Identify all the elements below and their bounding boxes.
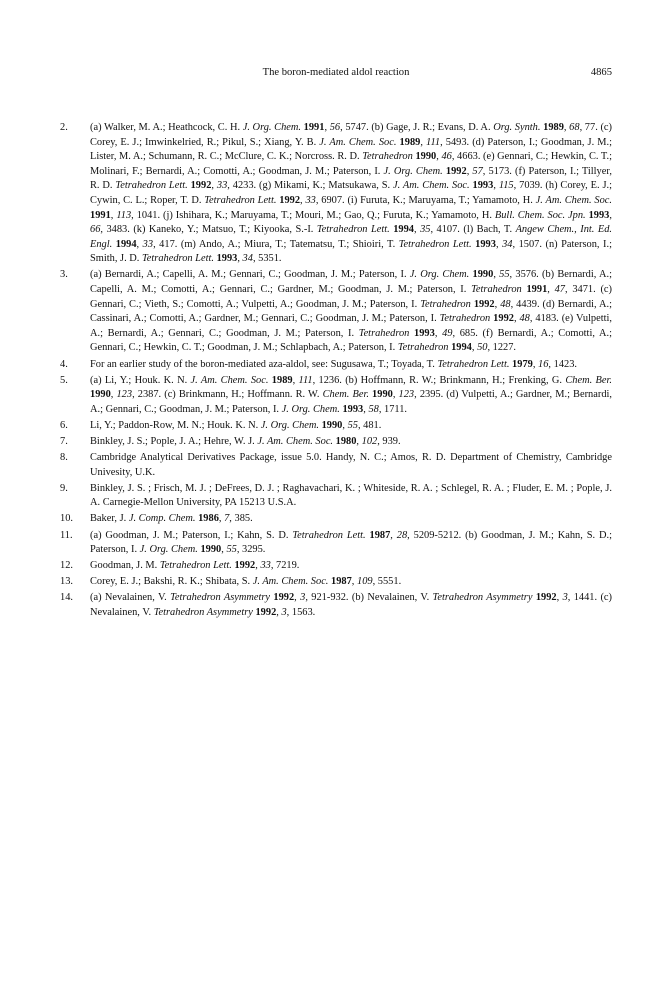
journal-or-volume: Tetrahedron bbox=[420, 298, 471, 310]
citation-text: , 2387. (c) Brinkmann, H.; Hoffmann. R. W. bbox=[132, 389, 323, 401]
reference-text bbox=[90, 122, 612, 264]
citation-text: , bbox=[532, 358, 539, 370]
journal-or-volume: 28 bbox=[396, 529, 408, 541]
citation-text: , 4439. (d) Bernardi, A.; Cassinari, A.; Comotti, A.; Gardner, M.; Gennari, C.; Goodman, J. M.; Paterson, I. bbox=[90, 298, 612, 325]
citation-text: , bbox=[420, 136, 427, 148]
citation-text: , 1441. (c) Nevalainen, V. bbox=[90, 592, 612, 618]
citation-text: , bbox=[363, 403, 369, 415]
journal-or-volume: 33 bbox=[216, 180, 228, 192]
reference-item bbox=[60, 268, 612, 356]
reference-item bbox=[60, 591, 612, 620]
citation-year: 1992 bbox=[493, 313, 514, 325]
reference-item bbox=[60, 575, 612, 590]
citation-text: , bbox=[294, 592, 301, 604]
reference-number: 6. bbox=[60, 419, 68, 431]
reference-item bbox=[60, 121, 612, 267]
journal-or-volume: Org. Synth. bbox=[493, 122, 541, 133]
journal-or-volume: Tetrahedron bbox=[362, 151, 413, 163]
journal-or-volume: 33 bbox=[305, 194, 316, 206]
citation-text: , bbox=[351, 576, 357, 588]
citation-year: 1993 bbox=[342, 403, 364, 415]
citation-text: , 5209-5212. (b) Goodman, J. M.; Kahn, S. D.; Paterson, I. bbox=[90, 529, 612, 556]
citation-year: 1987 bbox=[369, 529, 391, 541]
citation-text: , 3483. (k) Kaneko, Y.; Matsuo, T.; Kiyooka, S.-I. bbox=[100, 224, 317, 236]
citation-text: , 2395. (d) Vulpetti, A.; Gardner, M.; Bernardi, A.; Gennari, C.; Goodman, J. M.; Paterson, I. bbox=[90, 389, 612, 415]
journal-or-volume: Tetrahedron Lett. bbox=[159, 560, 232, 572]
citation-text: , bbox=[110, 209, 117, 221]
citation-text: , bbox=[221, 544, 227, 556]
citation-text: , 4183. (e) Vulpetti, A.; Bernardi, A.; Gennari, C.; Goodman, J. M.; Paterson, I. bbox=[90, 313, 612, 339]
journal-or-volume: 34 bbox=[502, 238, 513, 250]
reference-number: 13. bbox=[60, 576, 73, 588]
journal-or-volume: 46 bbox=[441, 151, 452, 163]
citation-text: , 4233. (g) Mikami, K.; Matsukawa, S. bbox=[227, 180, 394, 192]
journal-or-volume: Tetrahedron Lett. bbox=[204, 194, 277, 206]
citation-text: , 481. bbox=[357, 419, 382, 431]
reference-number: 10. bbox=[60, 513, 73, 525]
citation-text: Corey, E. J.; Bakshi, R. K.; Shibata, S. bbox=[90, 576, 253, 588]
citation-text: , 4107. (l) Bach, T. bbox=[430, 224, 516, 236]
citation-text: , 5493. (d) Paterson, I.; Goodman, J. M.; Lister, M. A.; Schumann, R. C.; McClure, C. K.; Norcross. R. D. bbox=[90, 136, 612, 163]
journal-or-volume: Tetrahedron Lett. bbox=[292, 529, 366, 541]
citation-text: Li, Y.; Paddon-Row, M. N.; Houk. K. N. bbox=[90, 419, 261, 431]
journal-or-volume: Tetrahedron bbox=[439, 313, 491, 325]
citation-text: Baker, J. bbox=[90, 513, 129, 525]
citation-text: , bbox=[471, 342, 478, 354]
citation-text: , 1041. (j) Ishihara, K.; Maruyama, T.; Mouri, M.; Gao, Q.; Furuta, K.; Yamamoto, H. bbox=[131, 209, 495, 221]
journal-or-volume: J. Am. Chem. Soc. bbox=[190, 374, 269, 386]
reference-text bbox=[90, 452, 612, 478]
journal-or-volume: 56 bbox=[329, 122, 341, 133]
citation-text: , 5747. (b) Gage, J. R.; Evans, D. A. bbox=[340, 122, 494, 133]
citation-text: , 7219. bbox=[270, 560, 300, 572]
journal-or-volume: J. Org. Chem. bbox=[281, 403, 340, 415]
journal-or-volume: Tetrahedron Asymmetry bbox=[170, 592, 271, 604]
journal-or-volume: J. Org. Chem. bbox=[260, 419, 319, 431]
citation-text: (a) Bernardi, A.; Capelli, A. M.; Gennari, C.; Goodman, J. M.; Paterson, I. bbox=[90, 269, 410, 281]
reference-item bbox=[60, 374, 612, 418]
journal-or-volume: Tetrahedron Lett. bbox=[115, 180, 188, 192]
citation-year: 1991 bbox=[90, 209, 111, 221]
journal-or-volume: Bull. Chem. Soc. Jpn. bbox=[494, 209, 586, 221]
citation-year: 1994 bbox=[451, 342, 472, 354]
citation-text: , bbox=[136, 238, 143, 250]
journal-or-volume: 33 bbox=[260, 560, 271, 572]
reference-text bbox=[90, 483, 612, 509]
reference-item bbox=[60, 435, 612, 450]
journal-or-volume: Tetrahedron Lett. bbox=[316, 224, 390, 236]
reference-number: 11. bbox=[60, 529, 73, 541]
journal-or-volume: 55 bbox=[226, 544, 237, 556]
journal-or-volume: 109 bbox=[357, 576, 373, 588]
citation-text: , 5351. bbox=[252, 253, 282, 265]
reference-text bbox=[90, 269, 612, 353]
reference-text bbox=[90, 436, 401, 447]
reference-number: 8. bbox=[60, 452, 68, 464]
reference-item bbox=[60, 512, 612, 527]
reference-text bbox=[90, 375, 612, 415]
citation-text: , 1423. bbox=[548, 358, 577, 370]
citation-year: 1992 bbox=[234, 560, 256, 572]
journal-or-volume: Chem. Ber. bbox=[565, 374, 612, 386]
citation-text: , 1227. bbox=[487, 342, 517, 354]
citation-text: , 3471. (c) Gennari, C.; Vieth, S.; Comotti, A.; Vulpetti, A.; Goodman, J. M.; Paterson, I. bbox=[90, 284, 612, 310]
journal-or-volume: Tetrahedron Lett. bbox=[398, 238, 472, 250]
citation-text: , 4663. (e) Gennari, C.; Hewkin, C. T.; Molinari, F.; Bernardi, A.; Comotti, A.; Goodman, J. M.; Paterson, I. bbox=[90, 151, 612, 177]
citation-year: 1992 bbox=[445, 165, 467, 177]
journal-or-volume: Tetrahedron bbox=[358, 327, 410, 339]
citation-text: , bbox=[495, 238, 503, 250]
citation-text: , 417. (m) Ando, A.; Miura, T.; Tatematsu, T.; Shioiri, T. bbox=[153, 238, 399, 250]
page-number: 4865 bbox=[590, 67, 612, 78]
citation-text: , bbox=[324, 122, 330, 133]
journal-or-volume: Tetrahedron Lett. bbox=[437, 358, 510, 370]
reference-number: 7. bbox=[60, 435, 68, 447]
citation-text: , bbox=[300, 194, 306, 206]
citation-text: , bbox=[493, 269, 500, 281]
journal-or-volume: J. Am. Chem. Soc. bbox=[257, 435, 334, 447]
citation-text: (a) Li, Y.; Houk. K. N. bbox=[90, 374, 191, 386]
reference-item bbox=[60, 529, 612, 558]
citation-text: , bbox=[513, 313, 520, 325]
citation-year: 1992 bbox=[190, 180, 212, 192]
citation-text: , bbox=[356, 435, 362, 447]
citation-year: 1993 bbox=[588, 209, 610, 221]
journal-or-volume: 111 bbox=[426, 136, 441, 148]
journal-or-volume: 123 bbox=[116, 389, 133, 401]
citation-year: 1990 bbox=[90, 389, 111, 401]
citation-text: , 685. (f) Bernardi, A.; Comotti, A.; Gennari, C.; Hewkin, C. T.; Goodman, J. M.; Schlapbach, A.; Paterson, I. bbox=[90, 327, 612, 354]
citation-text: Binkley, J. S.; Pople, J. A.; Hehre, W. J. bbox=[90, 435, 258, 447]
citation-text: , bbox=[494, 298, 501, 310]
citation-year: 1994 bbox=[115, 238, 137, 250]
citation-year: 1992 bbox=[279, 194, 301, 206]
citation-text: , bbox=[218, 513, 225, 525]
running-title: The boron-mediated aldol reaction bbox=[262, 67, 410, 78]
citation-year: 1980 bbox=[335, 435, 357, 447]
journal-or-volume: J. Org. Chem. bbox=[383, 165, 443, 177]
reference-number: 14. bbox=[60, 592, 73, 604]
citation-year: 1992 bbox=[473, 298, 495, 310]
citation-text: For an earlier study of the boron-mediated aza-aldol, see: Sugusawa, T.; Toyada, T. bbox=[90, 358, 438, 370]
citation-text: , 5551. bbox=[372, 576, 402, 588]
citation-year: 1991 bbox=[526, 284, 548, 296]
journal-or-volume: Tetrahedron Asymmetry bbox=[153, 607, 253, 618]
citation-text: , bbox=[237, 253, 243, 265]
citation-text: Binkley, J. S. ; Frisch, M. J. ; DeFrees, D. J. ; Raghavachari, K. ; Whiteside, R. A. ; Schlegel, R. A. ; Fluder, E. M. ; Pople, J. A. Carnegie-Mellon University, PA 15213 U.S.A. bbox=[90, 482, 612, 509]
journal-or-volume: J. Org. Chem. bbox=[139, 544, 198, 556]
reference-number: 3. bbox=[60, 269, 68, 281]
citation-year: 1979 bbox=[512, 358, 533, 370]
journal-or-volume: Tetrahedron bbox=[397, 342, 449, 354]
journal-or-volume: 33 bbox=[142, 238, 154, 250]
journal-or-volume: 66 bbox=[90, 224, 101, 236]
reference-text bbox=[90, 592, 612, 618]
journal-or-volume: J. Am. Chem. Soc. bbox=[535, 194, 613, 206]
reference-item bbox=[60, 451, 612, 480]
journal-or-volume: 58 bbox=[368, 403, 379, 415]
reference-number: 4. bbox=[60, 358, 68, 370]
journal-or-volume: 49 bbox=[442, 327, 453, 339]
reference-number: 2. bbox=[60, 122, 68, 133]
citation-text: , bbox=[493, 180, 499, 192]
journal-or-volume: Tetrahedron Asymmetry bbox=[432, 592, 533, 604]
reference-text bbox=[90, 576, 401, 587]
citation-year: 1993 bbox=[475, 238, 496, 250]
journal-or-volume: 68 bbox=[569, 122, 580, 133]
journal-or-volume: 48 bbox=[519, 313, 530, 325]
citation-text: , bbox=[211, 180, 217, 192]
citation-year: 1990 bbox=[200, 544, 222, 556]
reference-number: 9. bbox=[60, 482, 68, 494]
journal-or-volume: J. Org. Chem. bbox=[409, 269, 470, 281]
citation-year: 1990 bbox=[415, 151, 437, 163]
reference-list bbox=[60, 121, 612, 621]
citation-text: , 1236. (b) Hoffmann, R. W.; Brinkmann, H.; Frenking, G. bbox=[312, 374, 566, 386]
journal-or-volume: J. Am. Chem. Soc. bbox=[393, 180, 470, 192]
journal-or-volume: 55 bbox=[347, 419, 358, 431]
citation-year: 1989 bbox=[399, 136, 421, 148]
citation-text: , bbox=[292, 374, 299, 386]
journal-or-volume: J. Am. Chem. Soc. bbox=[252, 576, 329, 588]
citation-text: , bbox=[547, 284, 555, 296]
page-header bbox=[60, 66, 612, 80]
journal-or-volume: 102 bbox=[361, 435, 378, 447]
reference-text bbox=[90, 530, 612, 556]
citation-text: , 6907. (i) Furuta, K.; Maruyama, T.; Yamamoto, H. bbox=[315, 194, 536, 206]
citation-text: , 77. (c) Corey, E. J.; Imwinkelried, R.; Pikul, S.; Xiang, Y. B. bbox=[90, 122, 612, 148]
journal-or-volume: 47 bbox=[554, 284, 565, 296]
journal-or-volume: J. Org. Chem. bbox=[242, 122, 301, 133]
citation-text: (a) Walker, M. A.; Heathcock, C. H. bbox=[90, 122, 243, 133]
citation-year: 1986 bbox=[198, 513, 219, 525]
citation-year: 1990 bbox=[372, 389, 393, 401]
journal-or-volume: 35 bbox=[420, 224, 431, 236]
journal-or-volume: 115 bbox=[498, 180, 514, 192]
reference-item bbox=[60, 482, 612, 511]
journal-or-volume: J. Comp. Chem. bbox=[128, 513, 196, 525]
citation-text: (a) Goodman, J. M.; Paterson, I.; Kahn, S. D. bbox=[90, 529, 293, 541]
citation-text: , 1563. bbox=[286, 607, 316, 618]
citation-year: 1993 bbox=[216, 253, 238, 265]
reference-text bbox=[90, 513, 253, 524]
citation-text: , bbox=[276, 607, 282, 618]
citation-text: Goodman, J. M. bbox=[90, 560, 160, 572]
citation-text: , bbox=[342, 419, 348, 431]
reference-text bbox=[90, 359, 577, 370]
citation-text: , bbox=[563, 122, 570, 133]
citation-text: , 5173. (f) Paterson, I.; Tillyer, R. D. bbox=[90, 165, 612, 192]
reference-item bbox=[60, 358, 612, 373]
citation-text: , 3295. bbox=[236, 544, 266, 556]
journal-or-volume: 55 bbox=[499, 269, 510, 281]
journal-or-volume: 3 bbox=[562, 592, 568, 604]
journal-or-volume: Angew Chem., Int. Ed. Engl. bbox=[90, 224, 612, 250]
journal-or-volume: 111 bbox=[298, 374, 313, 386]
citation-year: 1994 bbox=[393, 224, 414, 236]
citation-text: , bbox=[255, 560, 261, 572]
citation-year: 1993 bbox=[414, 327, 435, 339]
journal-or-volume: 50 bbox=[477, 342, 488, 354]
citation-text: , bbox=[413, 224, 421, 236]
reference-number: 5. bbox=[60, 374, 68, 386]
citation-text: , bbox=[436, 151, 442, 163]
journal-or-volume: 48 bbox=[500, 298, 511, 310]
citation-text: , bbox=[392, 389, 399, 401]
reference-text bbox=[90, 420, 381, 431]
journal-or-volume: J. Am. Chem. Soc. bbox=[319, 136, 397, 148]
citation-text: , 385. bbox=[229, 513, 253, 525]
journal-or-volume: 113 bbox=[116, 209, 132, 221]
citation-text: , bbox=[609, 209, 612, 221]
reference-item bbox=[60, 419, 612, 434]
journal-or-volume: Tetrahedron Lett. bbox=[141, 253, 214, 265]
journal-or-volume: 57 bbox=[472, 165, 483, 177]
citation-text: , bbox=[110, 389, 117, 401]
citation-text: , 921-932. (b) Nevalainen, V. bbox=[305, 592, 433, 604]
citation-text: Cambridge Analytical Derivatives Package, issue 5.0. Handy, N. C.; Amos, R. D. Department of Chemistry, Cambridge Univesity, U.K. bbox=[90, 452, 612, 478]
citation-year: 1993 bbox=[472, 180, 494, 192]
citation-year: 1989 bbox=[543, 122, 564, 133]
journal-or-volume: 3 bbox=[281, 607, 287, 618]
citation-text: , bbox=[466, 165, 473, 177]
citation-year: 1990 bbox=[321, 419, 343, 431]
citation-year: 1991 bbox=[303, 122, 325, 133]
journal-or-volume: Tetrahedron bbox=[471, 284, 522, 296]
citation-year: 1992 bbox=[255, 607, 277, 618]
citation-year: 1989 bbox=[271, 374, 293, 386]
journal-or-volume: 34 bbox=[242, 253, 253, 265]
citation-year: 1987 bbox=[331, 576, 352, 588]
journal-or-volume: 3 bbox=[300, 592, 306, 604]
citation-text: , 3576. (b) Bernardi, A.; Capelli, A. M.; Comotti, A.; Gennari, C.; Gardner, M.; Goodman, J. M.; Paterson, I. bbox=[90, 269, 612, 296]
reference-text bbox=[90, 560, 299, 571]
journal-or-volume: 123 bbox=[398, 389, 415, 401]
citation-text: , bbox=[434, 327, 443, 339]
citation-year: 1992 bbox=[535, 592, 557, 604]
journal-or-volume: 16 bbox=[538, 358, 549, 370]
reference-number: 12. bbox=[60, 560, 73, 572]
citation-year: 1992 bbox=[273, 592, 295, 604]
journal-or-volume: Chem. Ber. bbox=[322, 389, 369, 401]
journal-or-volume: 7 bbox=[224, 513, 230, 525]
citation-text: , bbox=[390, 529, 397, 541]
citation-year: 1990 bbox=[472, 269, 494, 281]
citation-text: , 7039. (h) Corey, E. J.; Cywin, C. L.; Roper, T. D. bbox=[90, 180, 613, 206]
citation-text: , 1711. bbox=[378, 403, 408, 415]
citation-text: , bbox=[556, 592, 563, 604]
citation-text: , 1507. (n) Paterson, I.; Smith, J. D. bbox=[90, 238, 612, 265]
reference-item bbox=[60, 559, 612, 574]
citation-text: (a) Nevalainen, V. bbox=[90, 592, 171, 604]
citation-text: , 939. bbox=[377, 435, 401, 447]
